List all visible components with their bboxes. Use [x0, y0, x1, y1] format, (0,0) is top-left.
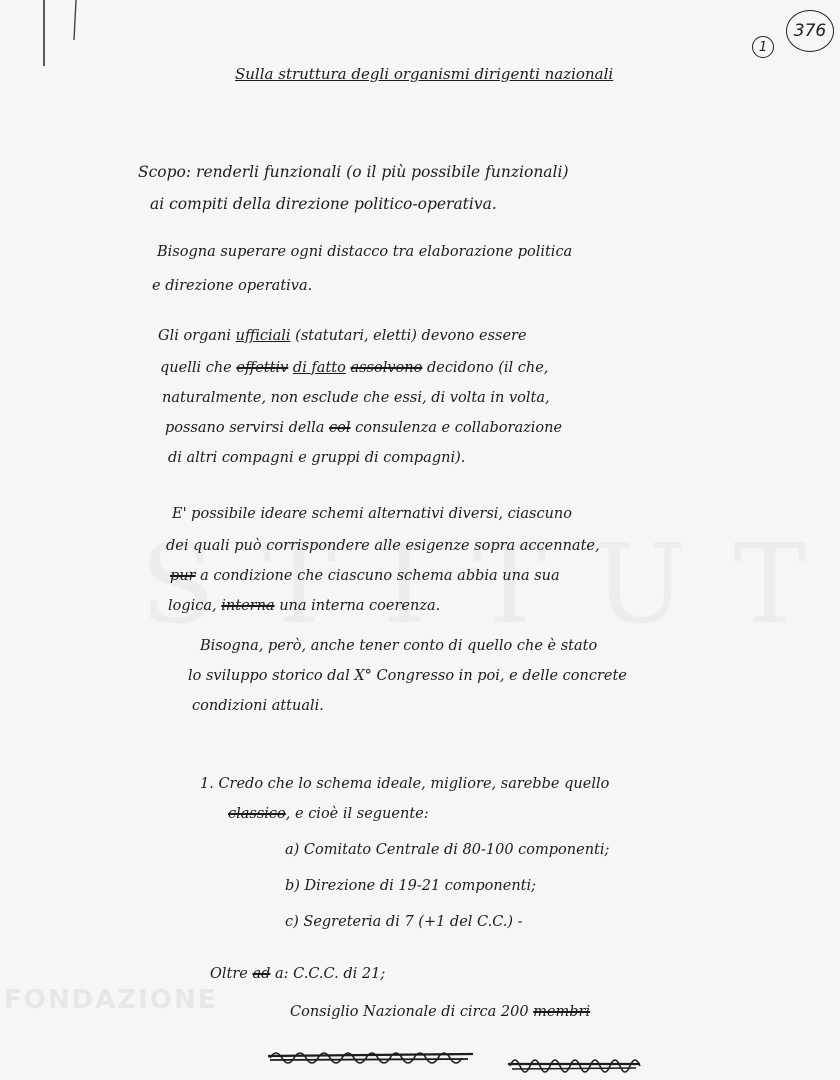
- watermark-text: FONDAZIONE: [4, 985, 218, 1015]
- para2-line-2: quelli che effettiv di fatto assolvono decidono (il che,: [160, 360, 549, 376]
- para2-line-4: possano servirsi della col consulenza e collaborazione: [165, 420, 563, 436]
- document-title: Sulla struttura degli organismi dirigenti nazionali: [235, 65, 614, 83]
- para2-line-3: naturalmente, non esclude che essi, di volta in volta,: [162, 390, 550, 406]
- list-item-c: c) Segreteria di 7 (+1 del C.C.) -: [285, 914, 523, 930]
- para3-line-1: E' possibile ideare schemi alternativi diversi, ciascuno: [172, 506, 573, 522]
- para1-line-1: Bisogna superare ogni distacco tra elaborazione politica: [157, 244, 573, 260]
- crossed-out-scribble-right: [508, 1046, 648, 1076]
- crossed-out-scribble-left: [268, 1040, 478, 1070]
- para3-line-2: dei quali può corrispondere alle esigenze sopra accennate,: [166, 538, 600, 554]
- consiglio-line: Consiglio Nazionale di circa 200 membri: [290, 1004, 591, 1020]
- para4-line-3: condizioni attuali.: [192, 698, 324, 714]
- list-item-a: a) Comitato Centrale di 80-100 componenti;: [285, 842, 610, 858]
- para4-line-2: lo sviluppo storico dal X° Congresso in poi, e delle concrete: [188, 668, 627, 684]
- para4-line-1: Bisogna, però, anche tener conto di quello che è stato: [200, 638, 598, 654]
- page-number: 1: [758, 39, 768, 55]
- point1-line-1: 1. Credo che lo schema ideale, migliore, sarebbe quello: [200, 776, 610, 792]
- archive-number: 376: [793, 21, 827, 41]
- list-item-b: b) Direzione di 19-21 componenti;: [285, 878, 537, 894]
- para2-line-1: Gli organi ufficiali (statutari, eletti) devono essere: [158, 328, 527, 344]
- page-number-badge: [752, 36, 774, 58]
- point1-line-2: classico, e cioè il seguente:: [228, 806, 429, 822]
- para2-line-5: di altri compagni e gruppi di compagni).: [168, 450, 466, 466]
- scopo-line-2: ai compiti della direzione politico-operativa.: [150, 195, 497, 213]
- para1-line-2: e direzione operativa.: [152, 278, 313, 294]
- para3-line-4: logica, interna una interna coerenza.: [168, 598, 441, 614]
- oltre-line: Oltre ad a: C.C.C. di 21;: [210, 966, 386, 982]
- archive-number-badge: [786, 10, 834, 52]
- binder-marks: [40, 0, 90, 70]
- scopo-line-1: Scopo: renderli funzionali (o il più possibile funzionali): [138, 163, 569, 181]
- para3-line-3: pur a condizione che ciascuno schema abbia una sua: [170, 568, 560, 584]
